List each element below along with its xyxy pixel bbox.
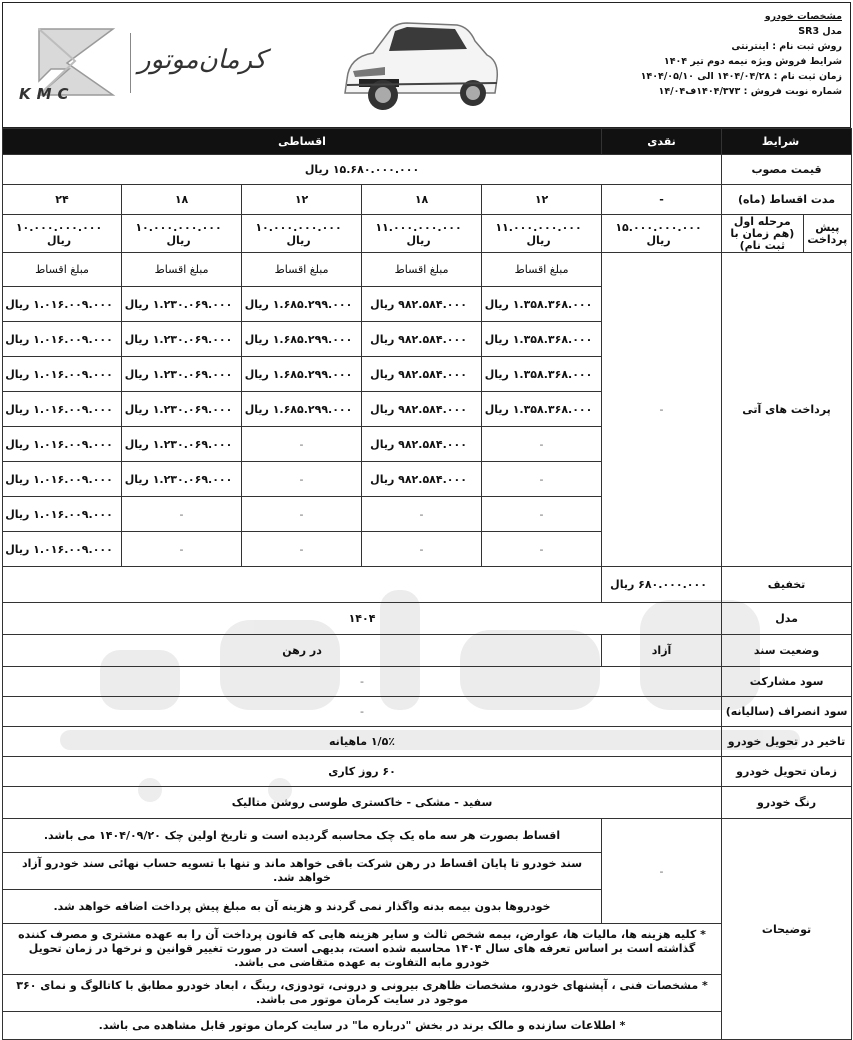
installment-cell: ۹۸۲.۵۸۴.۰۰۰ ریال [362, 462, 482, 497]
term-label: مدت اقساط (ماه) [722, 185, 852, 215]
installment-cell: ۹۸۲.۵۸۴.۰۰۰ ریال [362, 357, 482, 392]
term-cell: - [602, 185, 722, 215]
installment-cell: ۱.۶۸۵.۲۹۹.۰۰۰ ریال [242, 287, 362, 322]
table-row [3, 697, 852, 727]
installment-cell: ۹۸۲.۵۸۴.۰۰۰ ریال [362, 427, 482, 462]
prepay-cell: ۱۰.۰۰۰.۰۰۰.۰۰۰ ریال [3, 215, 122, 253]
color-value: سفید - مشکی - خاکستری طوسی روشن متالیک [3, 787, 722, 819]
installment-cell: - [482, 497, 602, 532]
installment-cell: - [482, 462, 602, 497]
note-item: خودروها بدون بیمه بدنه واگذار نمی گردند و هزینه آن به مبلغ پیش پرداخت اضافه خواهد شد. [3, 890, 602, 924]
table-row [3, 155, 852, 185]
prepay-stage-label: مرحله اول (هم زمان با ثبت نام) [730, 214, 795, 252]
spec-round-no: شماره نوبت فروش : ۱۴۰۴/۳۷۳ف۱۴/۰۴ [658, 86, 842, 97]
note-item: * مشخصات فنی ، آپشنهای خودرو، مشخصات ظاهری بیرونی و درونی، تودوزی، رینگ ، ابعاد خودرو مطابق با کاتالوگ و نمای ۳۶۰ موجود در سایت کرمان موتور می باشد. [3, 975, 722, 1012]
brand-fa-text: کرمان‌موتور [138, 45, 267, 75]
installment-amount-header: مبلغ اقساط [122, 253, 242, 287]
installment-cell: ۱.۰۱۶.۰۰۹.۰۰۰ ریال [3, 357, 122, 392]
spec-reg-time: زمان ثبت نام : ۱۴۰۴/۰۴/۲۸ الی ۱۴۰۴/۰۵/۱۰ [640, 71, 842, 82]
table-row [3, 185, 852, 215]
spec-block [502, 9, 842, 99]
deed-cash-value: آزاد [602, 635, 722, 667]
installment-amount-header: مبلغ اقساط [3, 253, 122, 287]
discount-installment-value [3, 567, 602, 603]
price-table [2, 128, 852, 1040]
table-row [3, 787, 852, 819]
installment-cell: - [242, 532, 362, 567]
installment-cell: ۹۸۲.۵۸۴.۰۰۰ ریال [362, 392, 482, 427]
approved-price-value: ۱۵.۶۸۰.۰۰۰.۰۰۰ ریال [3, 155, 722, 185]
installment-amount-header: مبلغ اقساط [362, 253, 482, 287]
note-item: سند خودرو تا پایان اقساط در رهن شرکت باقی خواهد ماند و تنها با تسویه حساب نهائی سند خودرو آزاد خواهد شد. [3, 853, 602, 890]
brand-divider [130, 33, 131, 93]
installment-cell: - [122, 497, 242, 532]
future-payments-label: پرداخت های آتی [722, 253, 852, 567]
installment-cell: - [242, 497, 362, 532]
installment-cell: ۱.۶۸۵.۲۹۹.۰۰۰ ریال [242, 357, 362, 392]
table-row [3, 567, 852, 603]
approved-price-label: قیمت مصوب [722, 155, 852, 185]
installment-cell: - [482, 532, 602, 567]
installment-cell: - [242, 427, 362, 462]
term-cell: ۱۸ [362, 185, 482, 215]
installment-header: اقساطی [3, 129, 602, 155]
installment-amount-header: مبلغ اقساط [242, 253, 362, 287]
spec-sale-terms: شرایط فروش ویژه نیمه دوم تیر ۱۴۰۴ [663, 56, 842, 67]
installment-cell: ۱.۰۱۶.۰۰۹.۰۰۰ ریال [3, 287, 122, 322]
prepay-cell: ۱۵.۰۰۰.۰۰۰.۰۰۰ ریال [602, 215, 722, 253]
participation-value: - [3, 667, 722, 697]
installment-cell: ۱.۳۵۸.۳۶۸.۰۰۰ ریال [482, 322, 602, 357]
installment-amount-header: مبلغ اقساط [482, 253, 602, 287]
spec-model: مدل SR3 [798, 26, 842, 37]
table-row [3, 727, 852, 757]
installment-cell: ۱.۳۵۸.۳۶۸.۰۰۰ ریال [482, 392, 602, 427]
conditions-header: شرایط [722, 129, 852, 155]
color-label: رنگ خودرو [722, 787, 852, 819]
prepay-cell: ۱۰.۰۰۰.۰۰۰.۰۰۰ ریال [242, 215, 362, 253]
table-row [3, 253, 852, 287]
spec-title: مشخصات خودرو [764, 11, 842, 22]
cancel-value: - [3, 697, 722, 727]
notes-cash-value: - [602, 819, 722, 924]
installment-cell: ۱.۲۳۰.۰۶۹.۰۰۰ ریال [122, 322, 242, 357]
model-label: مدل [722, 603, 852, 635]
table-row [3, 215, 852, 253]
table-row [3, 635, 852, 667]
installment-cell: - [482, 427, 602, 462]
participation-label: سود مشارکت [722, 667, 852, 697]
installment-cell: ۱.۶۸۵.۲۹۹.۰۰۰ ریال [242, 322, 362, 357]
brand-block [3, 3, 303, 127]
notes-label: توضیحات [722, 819, 852, 1040]
table-row [3, 819, 852, 853]
term-cell: ۲۴ [3, 185, 122, 215]
installment-cell: ۱.۲۳۰.۰۶۹.۰۰۰ ریال [122, 392, 242, 427]
prepay-cell: ۱۱.۰۰۰.۰۰۰.۰۰۰ ریال [482, 215, 602, 253]
table-row [3, 757, 852, 787]
spec-reg-method: روش ثبت نام : اینترنتی [731, 41, 842, 52]
delay-value: ۱/۵٪ ماهیانه [3, 727, 722, 757]
prepay-cell: ۱۰.۰۰۰.۰۰۰.۰۰۰ ریال [122, 215, 242, 253]
installment-cell: ۱.۶۸۵.۲۹۹.۰۰۰ ریال [242, 392, 362, 427]
installment-cell: ۱.۰۱۶.۰۰۹.۰۰۰ ریال [3, 322, 122, 357]
installment-cell: ۱.۳۵۸.۳۶۸.۰۰۰ ریال [482, 287, 602, 322]
installment-cell: ۹۸۲.۵۸۴.۰۰۰ ریال [362, 287, 482, 322]
note-item: اقساط بصورت هر سه ماه یک چک محاسبه گردیده است و تاریخ اولین چک ۱۴۰۴/۰۹/۲۰ می باشد. [3, 819, 602, 853]
deed-installment-value: در رهن [3, 635, 602, 667]
installment-cell: ۱.۰۱۶.۰۰۹.۰۰۰ ریال [3, 532, 122, 567]
discount-label: تخفیف [722, 567, 852, 603]
installment-cell: ۱.۰۱۶.۰۰۹.۰۰۰ ریال [3, 392, 122, 427]
installment-cell: ۱.۳۵۸.۳۶۸.۰۰۰ ریال [482, 357, 602, 392]
note-item: * اطلاعات سازنده و مالک برند در بخش "درباره ما" در سایت کرمان موتور قابل مشاهده می باشد. [3, 1012, 722, 1040]
installment-cell: - [242, 462, 362, 497]
installment-cell: ۱.۲۳۰.۰۶۹.۰۰۰ ریال [122, 287, 242, 322]
prepay-cell: ۱۱.۰۰۰.۰۰۰.۰۰۰ ریال [362, 215, 482, 253]
car-image [333, 13, 503, 119]
installment-cell: - [362, 497, 482, 532]
prepay-label-cell [722, 215, 852, 253]
deed-label: وضعیت سند [722, 635, 852, 667]
cancel-label: سود انصراف (سالیانه) [722, 697, 852, 727]
delay-label: تاخیر در تحویل خودرو [722, 727, 852, 757]
delivery-value: ۶۰ روز کاری [3, 757, 722, 787]
term-cell: ۱۸ [122, 185, 242, 215]
note-item: * کلیه هزینه ها، مالیات ها، عوارض، بیمه شخص ثالث و سایر هزینه هایی که قانون پرداخت آن را به عهده مشتری و مصرف کننده گذاشته است بر اساس تعرفه های سال ۱۴۰۴ محاسبه شده است، بدیهی است در صورت تغییر قوانین و نرخها در زمان تحویل خودرو مابه التفاوت به عهده متقاضی می باشد. [3, 924, 722, 975]
installment-cell: - [362, 532, 482, 567]
installment-cell: ۹۸۲.۵۸۴.۰۰۰ ریال [362, 322, 482, 357]
term-cell: ۱۲ [242, 185, 362, 215]
installment-cell: - [122, 532, 242, 567]
installment-cell: ۱.۲۳۰.۰۶۹.۰۰۰ ریال [122, 462, 242, 497]
delivery-label: زمان تحویل خودرو [722, 757, 852, 787]
table-header-row [3, 129, 852, 155]
term-cell: ۱۲ [482, 185, 602, 215]
future-cash-cell: - [602, 253, 722, 567]
model-value: ۱۴۰۴ [3, 603, 722, 635]
installment-cell: ۱.۰۱۶.۰۰۹.۰۰۰ ریال [3, 497, 122, 532]
table-row [3, 603, 852, 635]
cash-header: نقدی [602, 129, 722, 155]
discount-cash-value: ۶۸۰.۰۰۰.۰۰۰ ریال [602, 567, 722, 603]
prepay-label: پیش پرداخت [803, 215, 851, 252]
sale-header [2, 2, 851, 128]
installment-cell: ۱.۰۱۶.۰۰۹.۰۰۰ ریال [3, 462, 122, 497]
installment-cell: ۱.۲۳۰.۰۶۹.۰۰۰ ریال [122, 357, 242, 392]
brand-en-text: KMC [19, 85, 75, 103]
installment-cell: ۱.۰۱۶.۰۰۹.۰۰۰ ریال [3, 427, 122, 462]
installment-cell: ۱.۲۳۰.۰۶۹.۰۰۰ ریال [122, 427, 242, 462]
table-row [3, 667, 852, 697]
